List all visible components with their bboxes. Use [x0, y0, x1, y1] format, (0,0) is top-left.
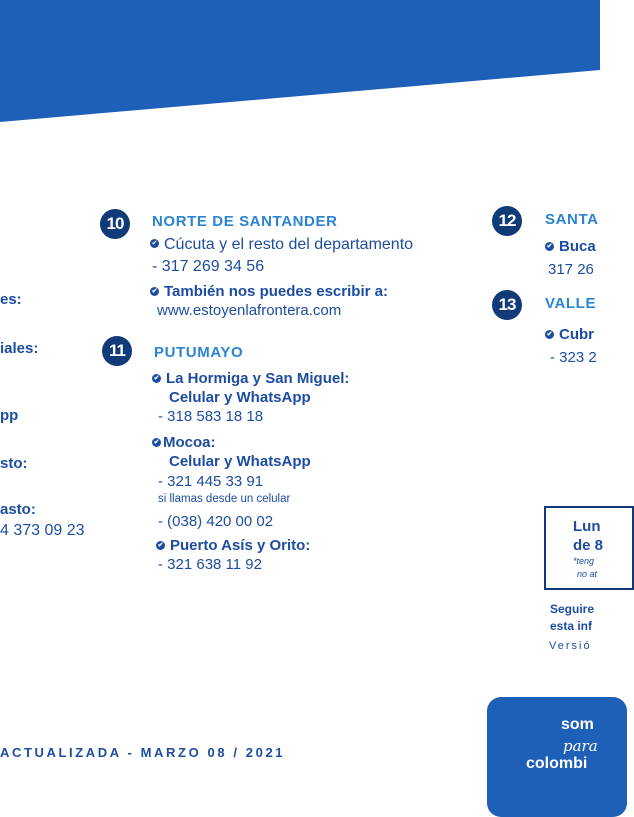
item-label: Puerto Asís y Orito:: [170, 537, 311, 554]
item-label: Mocoa:: [163, 434, 216, 451]
check-icon: ✔: [157, 541, 164, 549]
left-item: pp: [0, 407, 19, 424]
left-item: sto:: [0, 455, 28, 472]
list-item: [150, 283, 388, 300]
logo-text: colombi: [526, 755, 588, 772]
section-number-badge: 10: [100, 209, 130, 239]
item-label: Cúcuta y el resto del departamento: [164, 236, 414, 253]
update-note: esta inf: [550, 619, 593, 633]
check-icon: ✔: [546, 242, 553, 250]
item-label: Celular y WhatsApp: [169, 389, 311, 406]
phone-number: - 323 2: [550, 349, 597, 366]
header-band: [0, 0, 600, 130]
logo-text: som: [561, 716, 594, 733]
update-note: Seguire: [550, 602, 595, 616]
item-label: También nos puedes escribir a:: [164, 283, 388, 300]
phone-number: - (038) 420 00 02: [158, 513, 274, 530]
section-title: VALLE: [545, 295, 597, 312]
left-item: asto:: [0, 501, 36, 518]
phone-number: - 318 583 18 18: [158, 408, 264, 425]
version-label: Versió: [549, 640, 592, 652]
check-icon: ✔: [153, 438, 160, 446]
item-label: Buca: [559, 238, 596, 255]
left-item: es:: [0, 291, 22, 308]
list-item: [545, 326, 594, 343]
phone-number: 317 26: [548, 261, 594, 278]
list-item: [152, 434, 216, 451]
left-item: 4 373 09 23: [0, 522, 85, 539]
schedule-line: Lun: [573, 518, 601, 535]
section-number-badge: 11: [102, 336, 132, 366]
check-icon: ✔: [546, 330, 553, 338]
phone-number: - 317 269 34 56: [152, 258, 265, 275]
section-title: PUTUMAYO: [154, 344, 244, 361]
item-label: Cubr: [559, 326, 594, 343]
phone-number: - 321 445 33 91: [158, 473, 264, 490]
schedule-note: *teng: [573, 556, 595, 566]
logo-text: para: [563, 737, 598, 755]
left-item: iales:: [0, 340, 39, 357]
section-title: NORTE DE SANTANDER: [152, 213, 338, 230]
footer-updated-date: ACTUALIZADA - MARZO 08 / 2021: [0, 745, 286, 760]
website-link[interactable]: www.estoyenlafrontera.com: [157, 302, 342, 319]
section-number-badge: 13: [492, 290, 522, 320]
phone-number: - 321 638 11 92: [158, 556, 262, 573]
check-icon: ✔: [151, 240, 158, 248]
item-label: La Hormiga y San Miguel:: [166, 370, 350, 387]
list-item: [156, 537, 310, 554]
check-icon: ✔: [153, 374, 160, 382]
list-item: [150, 236, 413, 254]
list-item: [152, 370, 349, 387]
schedule-note: no at: [577, 569, 598, 579]
section-title: SANTA: [545, 211, 599, 228]
section-number-badge: 12: [492, 206, 522, 236]
check-icon: ✔: [151, 287, 158, 295]
item-label: Celular y WhatsApp: [169, 453, 311, 470]
schedule-line: de 8: [573, 537, 604, 554]
list-item: [545, 238, 596, 255]
phone-note: si llamas desde un celular: [158, 493, 291, 505]
